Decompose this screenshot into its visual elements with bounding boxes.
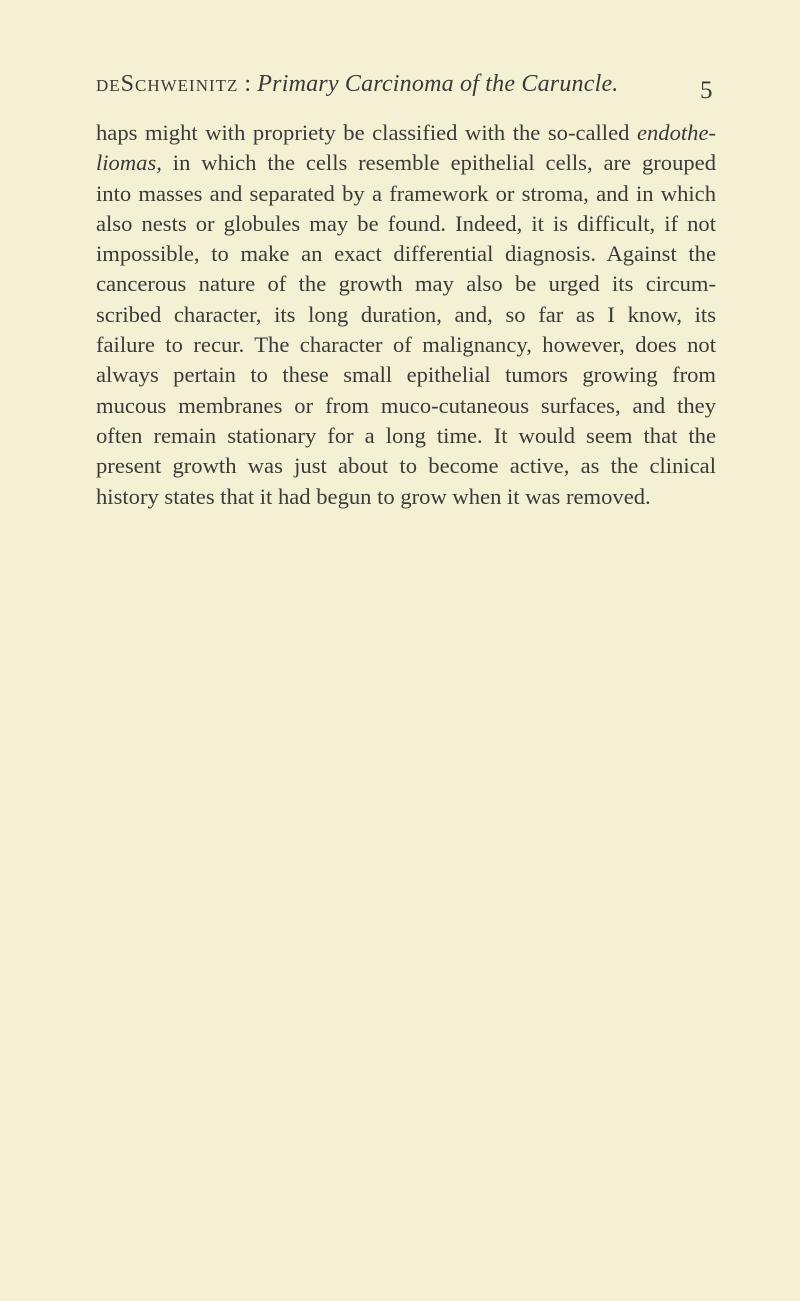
text-line	[96, 482, 716, 512]
text-line	[96, 118, 716, 148]
text-line	[96, 391, 716, 421]
text-line	[96, 179, 716, 209]
text-line-italic: liomas,	[96, 150, 162, 176]
text-line-roman: impossible, to make an exact differential diagnosis. Against the	[96, 241, 716, 267]
text-line-roman: cancerous nature of the growth may also be urged its circum-	[96, 271, 716, 297]
text-line	[96, 360, 716, 390]
text-line	[96, 300, 716, 330]
text-line-roman: in which the cells resemble epithelial cells, are grouped	[161, 150, 716, 176]
text-line-roman: also nests or globules may be found. Indeed, it is difficult, if not	[96, 210, 716, 236]
text-line-roman: always pertain to these small epithelial tumors growing from	[96, 362, 716, 388]
text-line	[96, 330, 716, 360]
text-line	[96, 239, 716, 269]
text-line-roman: history states that it had begun to grow when it was removed.	[96, 483, 651, 509]
text-line-italic: endothe-	[636, 120, 716, 145]
text-line	[96, 269, 716, 299]
text-line	[96, 209, 716, 239]
running-head-author: deSchweinitz	[96, 71, 239, 97]
text-line-roman: failure to recur. The character of malignancy, however, does not	[96, 332, 716, 358]
body-paragraph	[96, 118, 716, 512]
running-head-separator: :	[244, 71, 252, 97]
running-head-title: Primary Carcinoma of the Caruncle.	[257, 71, 619, 97]
text-line-roman: often remain stationary for a long time. It would seem that the	[96, 422, 716, 448]
text-line	[96, 421, 716, 451]
running-head	[96, 66, 716, 102]
text-line-roman: into masses and separated by a framework or stroma, and in which	[96, 180, 716, 206]
text-line-roman: mucous membranes or from muco-cutaneous surfaces, and they	[96, 392, 716, 418]
text-line-roman: scribed character, its long duration, and, so far as I know, its	[96, 301, 716, 327]
text-line	[96, 148, 716, 178]
text-line-roman: haps might with propriety be classified with the so-called	[96, 120, 637, 145]
text-line	[96, 451, 716, 481]
page-number: 5	[700, 77, 713, 104]
text-line-roman: present growth was just about to become active, as the clinical	[96, 453, 716, 479]
